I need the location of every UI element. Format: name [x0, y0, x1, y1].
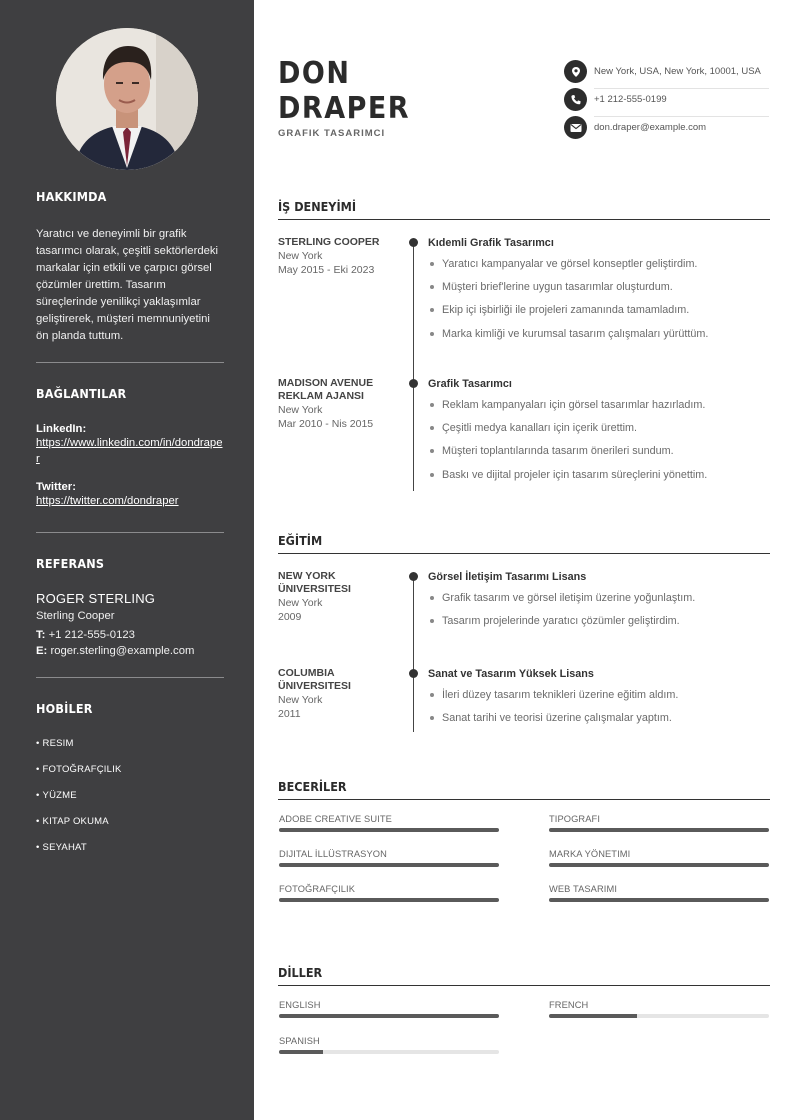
- entry-dates: 2009: [278, 611, 302, 623]
- location-pin-icon: [564, 60, 587, 83]
- company-name: MADISON AVENUE REKLAM AJANSI: [278, 377, 374, 402]
- skill-name: MARKA YÖNETIMI: [549, 849, 631, 859]
- hobbies-section: [36, 701, 224, 867]
- education-entry: [278, 667, 770, 731]
- language-name: FRENCH: [549, 1000, 589, 1010]
- entry-dates: Mar 2010 - Nis 2015: [278, 418, 374, 430]
- timeline-dot: [409, 669, 418, 678]
- last-name: DRAPER: [278, 91, 411, 126]
- list-item: Yaratıcı kampanyalar ve görsel konseptler geliştirdim.: [428, 257, 770, 271]
- reference-company: Sterling Cooper: [36, 610, 115, 622]
- entry-location: New York: [278, 597, 323, 609]
- skill-bar-track: [549, 863, 769, 867]
- role-title: Grafik Tasarımcı: [428, 378, 512, 390]
- list-item: Tasarım projelerinde yaratıcı çözümler geliştirdim.: [428, 614, 770, 628]
- school-name: NEW YORK ÜNIVERSITESI: [278, 570, 351, 595]
- timeline-dot: [409, 238, 418, 247]
- skill-bar-fill: [549, 828, 769, 832]
- phone-icon: [564, 88, 587, 111]
- list-item: Reklam kampanyaları için görsel tasarımlar hazırladım.: [428, 398, 770, 412]
- reference-phone-value: +1 212-555-0123: [48, 629, 135, 641]
- sidebar-divider: [36, 677, 224, 678]
- entry-dates: 2011: [278, 708, 301, 720]
- skill-bar-track: [549, 828, 769, 832]
- degree-title: Sanat ve Tasarım Yüksek Lisans: [428, 668, 594, 680]
- language-name: ENGLISH: [279, 1000, 321, 1010]
- language-bar-fill: [279, 1050, 323, 1054]
- contact-address: [564, 60, 769, 88]
- skill-bar-track: [279, 828, 499, 832]
- address-text: New York, USA, New York, 10001, USA: [594, 66, 761, 77]
- bullet-list: [428, 688, 770, 725]
- link-twitter: [36, 481, 224, 509]
- link-label: Twitter:: [36, 481, 76, 493]
- sidebar: [0, 0, 254, 1120]
- skill-bar-fill: [279, 898, 499, 902]
- hobby-item: • FOTOĞRAFÇILIK: [36, 763, 224, 789]
- languages-heading: DİLLER: [278, 965, 770, 986]
- first-name: DON: [278, 56, 351, 91]
- email-text[interactable]: don.draper@example.com: [594, 122, 707, 133]
- language-item: [279, 1036, 499, 1054]
- contact-email: [564, 116, 769, 144]
- skill-name: DIJITAL İLLÜSTRASYON: [279, 849, 387, 859]
- skill-item: [549, 849, 769, 867]
- sidebar-divider: [36, 362, 224, 363]
- full-name: [278, 56, 428, 126]
- hobbies-list: [36, 737, 224, 867]
- phone-label: T:: [36, 629, 46, 641]
- job-title: GRAFIK TASARIMCI: [278, 128, 386, 139]
- timeline-dot: [409, 572, 418, 581]
- bullet-list: [428, 257, 770, 341]
- skill-item: [279, 849, 499, 867]
- skill-name: TIPOGRAFI: [549, 814, 601, 824]
- skill-item: [279, 814, 499, 832]
- entry-location: New York: [278, 694, 323, 706]
- about-heading: HAKKIMDA: [36, 189, 107, 204]
- entry-details: [428, 236, 770, 350]
- list-item: Baskı ve dijital projeler için tasarım süreçlerini yönettim.: [428, 468, 770, 482]
- language-item: [549, 1000, 769, 1018]
- portrait-photo-icon: [56, 28, 198, 170]
- skill-bar-fill: [279, 828, 499, 832]
- language-name: SPANISH: [279, 1036, 320, 1046]
- experience-entry: [278, 377, 770, 489]
- list-item: Müşteri brief'lerine uygun tasarımlar oluşturdum.: [428, 280, 770, 294]
- twitter-link[interactable]: https://twitter.com/dondraper: [36, 495, 179, 507]
- main-content: [254, 0, 794, 1120]
- education-heading: EĞİTİM: [278, 533, 770, 554]
- skill-name: ADOBE CREATIVE SUITE: [279, 814, 392, 824]
- link-linkedin: [36, 423, 224, 467]
- reference-email-value: roger.sterling@example.com: [50, 645, 195, 657]
- school-name: COLUMBIA ÜNIVERSITESI: [278, 667, 351, 692]
- entry-details: [428, 377, 770, 491]
- list-item: Sanat tarihi ve teorisi üzerine çalışmalar yaptım.: [428, 711, 770, 725]
- role-title: Kıdemli Grafik Tasarımcı: [428, 237, 554, 249]
- entry-meta: [278, 236, 398, 277]
- hobby-item: • KITAP OKUMA: [36, 815, 224, 841]
- hobbies-heading: HOBİLER: [36, 701, 93, 716]
- hobby-item: • RESIM: [36, 737, 224, 763]
- link-label: LinkedIn:: [36, 423, 87, 435]
- skills-heading: BECERİLER: [278, 779, 770, 800]
- entry-dates: May 2015 - Eki 2023: [278, 264, 375, 276]
- list-item: Marka kimliği ve kurumsal tasarım çalışmaları yürüttüm.: [428, 327, 770, 341]
- skill-bar-fill: [279, 863, 499, 867]
- linkedin-link[interactable]: https://www.linkedin.com/in/dondraper: [36, 437, 223, 465]
- links-section: [36, 386, 224, 509]
- language-bar-track: [549, 1014, 769, 1018]
- entry-meta: [278, 570, 398, 624]
- skill-bar-track: [279, 863, 499, 867]
- links-heading: BAĞLANTILAR: [36, 386, 127, 401]
- company-name: STERLING COOPER: [278, 236, 380, 248]
- timeline-dot: [409, 379, 418, 388]
- list-item: Ekip içi işbirliği ile projeleri zamanında tamamladım.: [428, 303, 770, 317]
- language-bar-fill: [549, 1014, 637, 1018]
- skill-name: WEB TASARIMI: [549, 884, 618, 894]
- language-bar-fill: [279, 1014, 499, 1018]
- email-label: E:: [36, 645, 48, 657]
- avatar: [56, 28, 198, 170]
- list-item: İleri düzey tasarım teknikleri üzerine eğitim aldım.: [428, 688, 770, 702]
- sidebar-divider: [36, 532, 224, 533]
- reference-heading: REFERANS: [36, 556, 105, 571]
- language-item: [279, 1000, 499, 1018]
- entry-meta: [278, 377, 398, 431]
- entry-location: New York: [278, 250, 323, 262]
- hobby-item: • SEYAHAT: [36, 841, 224, 867]
- language-bar-track: [279, 1050, 499, 1054]
- degree-title: Görsel İletişim Tasarımı Lisans: [428, 571, 587, 583]
- reference-section: [36, 556, 224, 659]
- about-section: [36, 189, 224, 345]
- experience-heading: İŞ DENEYİMİ: [278, 199, 770, 220]
- list-item: Müşteri toplantılarında tasarım önerileri sundum.: [428, 444, 770, 458]
- entry-location: New York: [278, 404, 323, 416]
- bullet-list: [428, 398, 770, 482]
- reference-phone: [36, 627, 224, 643]
- skill-bar-fill: [549, 898, 769, 902]
- skill-item: [549, 814, 769, 832]
- skill-item: [549, 884, 769, 902]
- contact-phone: [564, 88, 769, 116]
- skill-bar-fill: [549, 863, 769, 867]
- entry-details: [428, 570, 770, 637]
- entry-details: [428, 667, 770, 734]
- phone-text: +1 212-555-0199: [594, 94, 667, 105]
- skill-bar-track: [279, 898, 499, 902]
- about-text: Yaratıcı ve deneyimli bir grafik tasarımcı olarak, çeşitli sektörlerdeki markalar için etkili ve çarpıcı görsel çözümler ürettim. Tasarım süreçlerinde yenilikçi yaklaşımlar geliştirerek, müşteri memnuniyetini ön planda tuttum.: [36, 228, 219, 342]
- hobby-item: • YÜZME: [36, 789, 224, 815]
- list-item: Grafik tasarım ve görsel iletişim üzerine yoğunlaştım.: [428, 591, 770, 605]
- skill-bar-track: [549, 898, 769, 902]
- reference-email: [36, 643, 224, 659]
- skill-name: FOTOĞRAFÇILIK: [279, 884, 356, 894]
- language-bar-track: [279, 1014, 499, 1018]
- envelope-icon: [564, 116, 587, 139]
- bullet-list: [428, 591, 770, 628]
- entry-meta: [278, 667, 398, 721]
- reference-name: ROGER STERLING: [36, 591, 156, 606]
- skill-item: [279, 884, 499, 902]
- list-item: Çeşitli medya kanalları için içerik ürettim.: [428, 421, 770, 435]
